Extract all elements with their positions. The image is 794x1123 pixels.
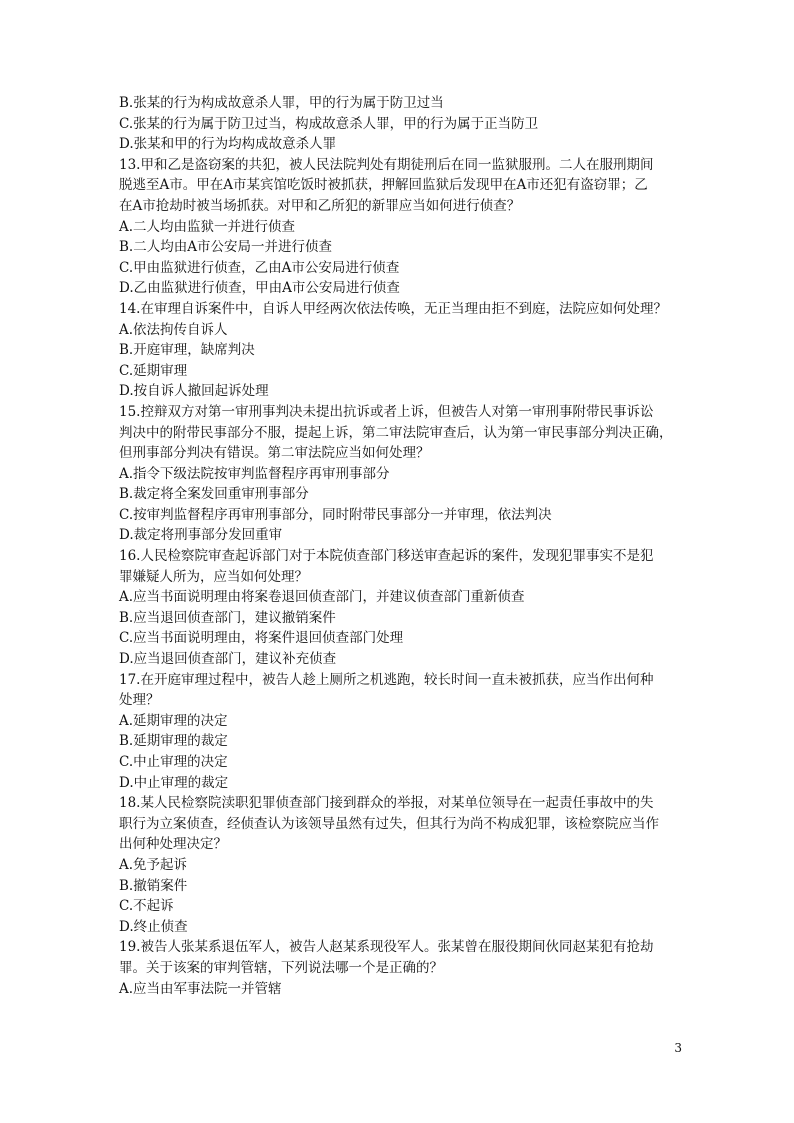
text-line: C.按审判监督程序再审刑事部分，同时附带民事部分一并审理，依法判决 xyxy=(119,506,552,523)
text-line: 19.被告人张某系退伍军人，被告人赵某系现役军人。张某曾在服役期间伙同赵某犯有抢劫 xyxy=(119,939,654,956)
text-line: B.裁定将全案发回重审刑事部分 xyxy=(119,486,309,503)
text-line: 罪。关于该案的审判管辖，下列说法哪一个是正确的？ xyxy=(119,959,443,976)
text-line: C.甲由监狱进行侦查，乙由A市公安局进行侦查 xyxy=(119,259,400,276)
text-line: 17.在开庭审理过程中，被告人趁上厕所之机逃跑，较长时间一直未被抓获，应当作出何种 xyxy=(119,671,654,688)
text-line: C.不起诉 xyxy=(119,898,174,915)
text-line: 14.在审理自诉案件中，自诉人甲经两次依法传唤，无正当理由拒不到庭，法院应如何处理？ xyxy=(119,300,667,317)
text-line: 16.人民检察院审查起诉部门对于本院侦查部门移送审查起诉的案件，发现犯罪事实不是犯 xyxy=(119,548,654,565)
text-line: B.二人均由A市公安局一并进行侦查 xyxy=(119,239,332,256)
text-line: D.终止侦查 xyxy=(119,918,188,935)
text-line: D.乙由监狱进行侦查，甲由A市公安局进行侦查 xyxy=(119,280,400,297)
text-line: 判决中的附带民事部分不服，提起上诉，第二审法院审查后，认为第一审民事部分判决正确， xyxy=(119,424,673,441)
text-line: A.免予起诉 xyxy=(119,856,188,873)
text-line: B.撤销案件 xyxy=(119,877,188,894)
text-line: A.二人均由监狱一并进行侦查 xyxy=(119,218,296,235)
text-line: D.张某和甲的行为均构成故意杀人罪 xyxy=(119,136,337,153)
text-line: D.中止审理的裁定 xyxy=(119,774,229,791)
text-line: 在A市抢劫时被当场抓获。对甲和乙所犯的新罪应当如何进行侦查？ xyxy=(119,197,521,214)
text-line: B.张某的行为构成故意杀人罪，甲的行为属于防卫过当 xyxy=(119,95,444,111)
text-line: A.应当由军事法院一并管辖 xyxy=(119,980,282,997)
text-line: 罪嫌疑人所为，应当如何处理？ xyxy=(119,568,308,585)
text-line: 13.甲和乙是盗窃案的共犯，被人民法院判处有期徒刑后在同一监狱服刑。二人在服刑期间 xyxy=(119,156,654,173)
page-number: 3 xyxy=(674,1041,682,1055)
text-line: D.应当退回侦查部门，建议补充侦查 xyxy=(119,651,337,668)
text-line: D.按自诉人撤回起诉处理 xyxy=(119,383,269,400)
text-line: 处理？ xyxy=(119,692,160,709)
text-line: 18.某人民检察院渎职犯罪侦查部门接到群众的举报，对某单位领导在一起责任事故中的失 xyxy=(119,795,654,812)
text-line: A.依法拘传自诉人 xyxy=(119,321,228,338)
text-line: 职行为立案侦查，经侦查认为该领导虽然有过失，但其行为尚不构成犯罪，该检察院应当作 xyxy=(119,815,659,832)
text-line: C.延期审理 xyxy=(119,362,188,379)
text-line: 但刑事部分判决有错误。第二审法院应当如何处理？ xyxy=(119,445,430,462)
text-line: D.裁定将刑事部分发回重审 xyxy=(119,527,283,544)
text-line: 出何种处理决定？ xyxy=(119,836,227,853)
text-line: 15.控辩双方对第一审刑事判决未提出抗诉或者上诉，但被告人对第一审刑事附带民事诉讼 xyxy=(119,403,654,420)
document-body xyxy=(119,93,679,999)
text-line: B.延期审理的裁定 xyxy=(119,733,228,750)
text-line: B.应当退回侦查部门，建议撤销案件 xyxy=(119,609,336,626)
text-line: C.中止审理的决定 xyxy=(119,754,228,770)
text-line: C.应当书面说明理由，将案件退回侦查部门处理 xyxy=(119,630,404,647)
text-line: C.张某的行为属于防卫过当，构成故意杀人罪，甲的行为属于正当防卫 xyxy=(119,115,539,132)
text-line: A.指令下级法院按审判监督程序再审刑事部分 xyxy=(119,465,390,482)
text-line: B.开庭审理，缺席判决 xyxy=(119,342,255,359)
text-line: A.应当书面说明理由将案卷退回侦查部门，并建议侦查部门重新侦查 xyxy=(119,589,525,606)
text-line: A.延期审理的决定 xyxy=(119,712,228,729)
text-line: 脱逃至A市。甲在A市某宾馆吃饭时被抓获，押解回监狱后发现甲在A市还犯有盗窃罪；乙 xyxy=(119,177,648,194)
